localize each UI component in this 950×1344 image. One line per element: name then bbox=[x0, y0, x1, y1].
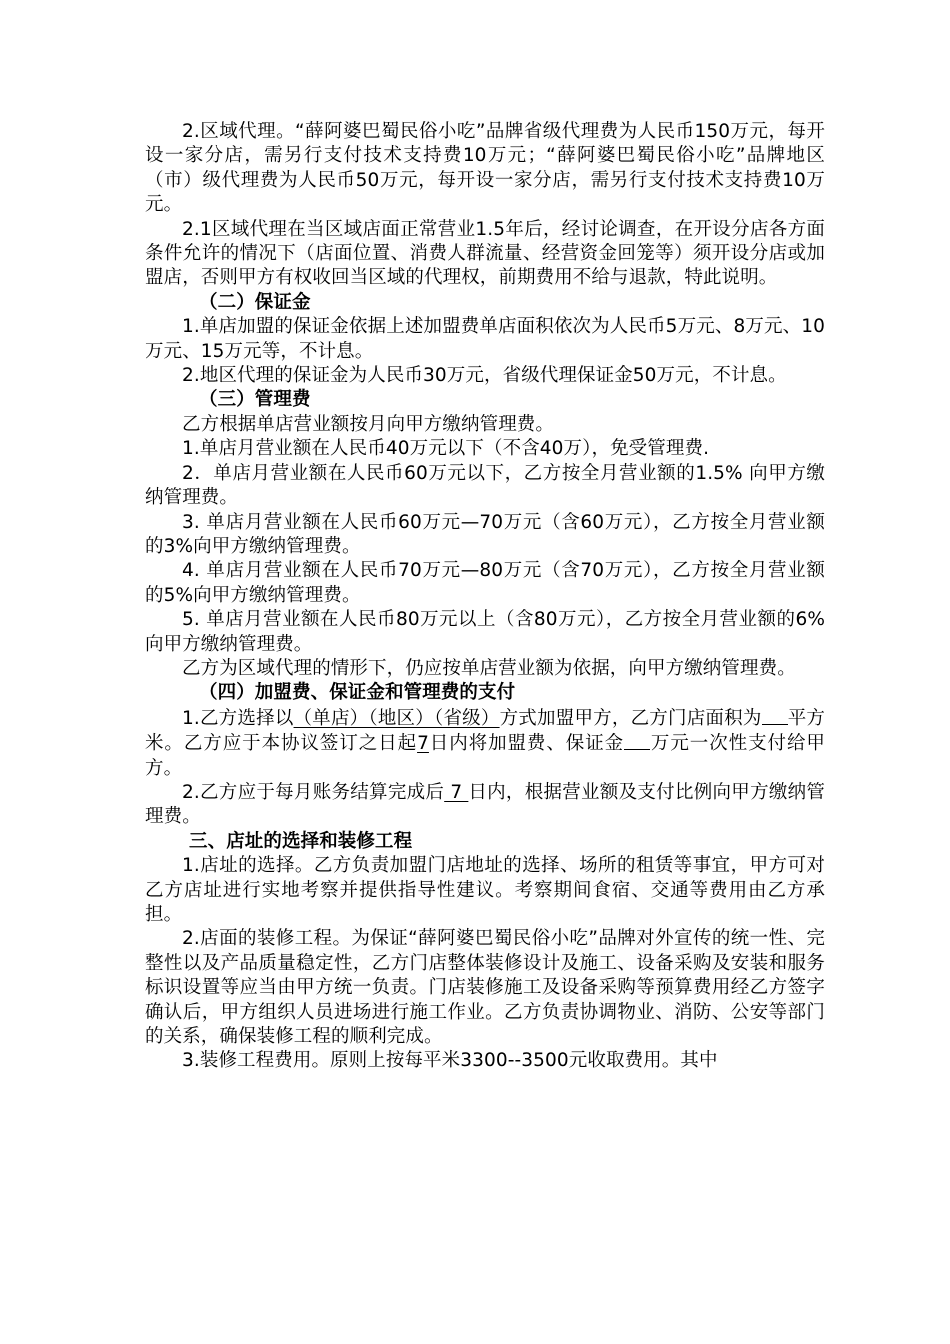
fee-days-value: 7 bbox=[444, 781, 469, 803]
payment-1-text-d: 日内将加盟费、保证金 bbox=[428, 733, 625, 755]
paragraph-deposit-2: 2.地区代理的保证金为人民币30万元，省级代理保证金50万元，不计息。 bbox=[182, 365, 787, 387]
document-page bbox=[145, 120, 825, 1074]
paragraph-deposit-1: 1.单店加盟的保证金依据上述加盟费单店面积依次为人民币5万元、8万元、10万元、15万元等，不计息。 bbox=[145, 316, 825, 362]
heading-deposit: （二）保证金 bbox=[199, 291, 311, 313]
heading-payment: （四）加盟费、保证金和管理费的支付 bbox=[199, 682, 516, 704]
paragraph-store-location: 1.店址的选择。乙方负责加盟门店地址的选择、场所的租赁等事宜，甲方可对乙方店址进行实地考察并提供指导性建议。考察期间食宿、交通等费用由乙方承担。 bbox=[145, 855, 825, 925]
paragraph-store-renovation: 2.店面的装修工程。为保证“薛阿婆巴蜀民俗小吃”品牌对外宣传的统一性、完整性以及产品质量稳定性，乙方门店整体装修设计及施工、设备采购及安装和服务标识设置等应当由甲方统一负责。门店装修施工及设备采购等预算费用经乙方签字确认后，甲方组织人员进场进行施工作业。乙方负责协调物业、消防、公安等部门的关系，确保装修工程的顺利完成。 bbox=[145, 928, 825, 1048]
paragraph-regional-agency-2-1: 2.1区域代理在当区域店面正常营业1.5年后，经讨论调查，在开设分店各方面条件允许的情况下（店面位置、消费人群流量、经营资金回笼等）须开设分店或加盟店，否则甲方有权收回当区域的代理权，前期费用不给与退款，特此说明。 bbox=[145, 218, 825, 289]
paragraph-fee-intro: 乙方根据单店营业额按月向甲方缴纳管理费。 bbox=[182, 413, 555, 435]
paragraph-fee-4: 4. 单店月营业额在人民币70万元—80万元（含70万元），乙方按全月营业额的5%向甲方缴纳管理费。 bbox=[145, 560, 825, 606]
paragraph-fee-2: 2．单店月营业额在人民币60万元以下，乙方按全月营业额的1.5% 向甲方缴纳管理费。 bbox=[145, 462, 825, 509]
heading-store-location-and-renovation: 三、店址的选择和装修工程 bbox=[189, 830, 413, 852]
paragraph-fee-5: 5. 单店月营业额在人民币80万元以上（含80万元），乙方按全月营业额的6%向甲方缴纳管理费。 bbox=[145, 609, 825, 655]
paragraph-payment-1 bbox=[145, 706, 825, 781]
payment-2-text-b: 日内，根据营业额及支付比例向甲方缴纳管理费。 bbox=[145, 781, 826, 828]
payment-days-value: 7 bbox=[417, 733, 429, 755]
paragraph-fee-regional: 乙方为区域代理的情形下，仍应按单店营业额为依据，向甲方缴纳管理费。 bbox=[182, 657, 796, 679]
payment-1-text-b: 方式加盟甲方，乙方门店面积为 bbox=[499, 707, 762, 729]
payment-2-text-a: 2.乙方应于每月账务结算完成后 bbox=[182, 781, 445, 803]
paragraph-fee-1: 1.单店月营业额在人民币40万元以下（不含40万），免受管理费. bbox=[182, 438, 710, 460]
heading-management-fee: （三）管理费 bbox=[199, 389, 311, 411]
franchise-type-options: （单店）（地区）（省级） bbox=[293, 707, 500, 729]
store-area-blank bbox=[762, 706, 788, 725]
paragraph-renovation-cost: 3.装修工程费用。原则上按每平米3300--3500元收取费用。其中 bbox=[182, 1050, 718, 1072]
paragraph-payment-2 bbox=[145, 781, 825, 830]
paragraph-regional-agency: 2.区域代理。“薛阿婆巴蜀民俗小吃”品牌省级代理费为人民币150万元，每开设一家分店，需另行支付技术支持费10万元；“薛阿婆巴蜀民俗小吃”品牌地区（市）级代理费为人民币50万元，每开设一家分店，需另行支付技术支持费10万元。 bbox=[145, 121, 825, 216]
deposit-amount-blank bbox=[624, 731, 650, 750]
payment-1-text-e: 万元一次性支付给甲方。 bbox=[145, 733, 825, 779]
paragraph-fee-3: 3. 单店月营业额在人民币60万元—70万元（含60万元），乙方按全月营业额的3%向甲方缴纳管理费。 bbox=[145, 511, 825, 557]
payment-1-text-a: 1.乙方选择以 bbox=[182, 707, 294, 729]
payment-1-text-c: 平方米。乙方应于本协议签订之日起 bbox=[145, 707, 826, 755]
